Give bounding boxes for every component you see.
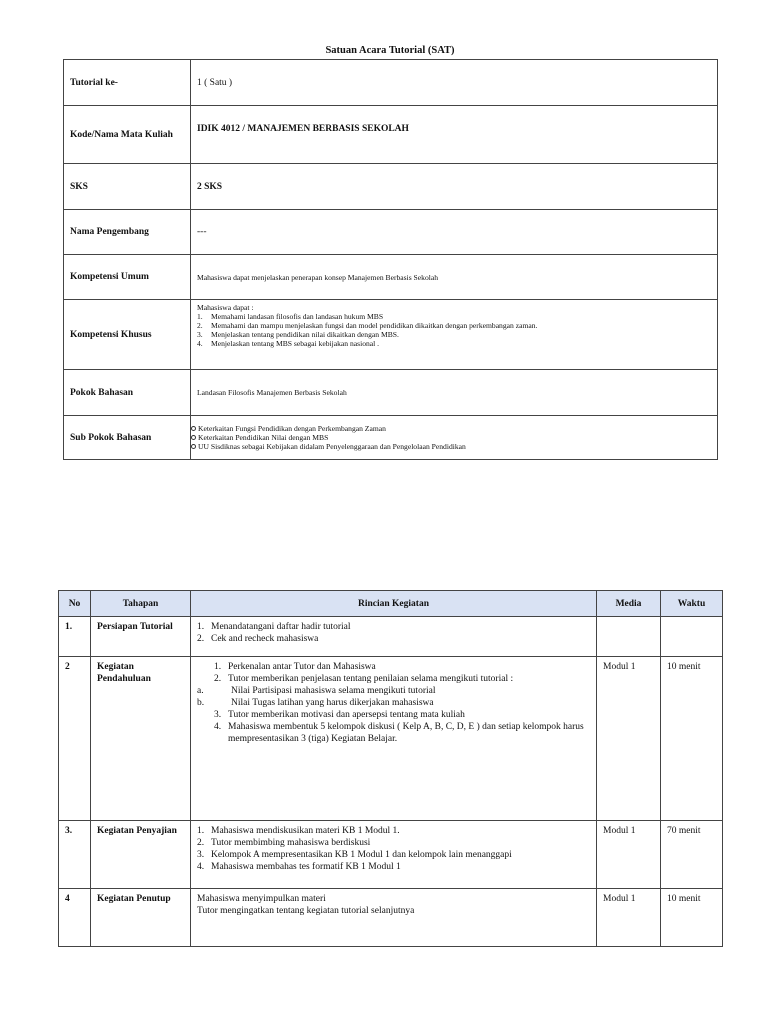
row-waktu: 10 menit [661,889,723,947]
list-item: a. Nilai Partisipasi mahasiswa selama mengikuti tutorial [197,686,436,696]
sub-pokok-bahasan-cell [191,416,718,460]
list-item: Keterkaitan Pendidikan Nilai dengan MBS [191,433,711,442]
list-item: 1. Mahasiswa mendiskusikan materi KB 1 Modul 1. [197,826,400,836]
header-tahapan: Tahapan [91,591,191,617]
row-no: 4 [59,889,91,947]
row-waktu: 10 menit [661,657,723,821]
row-rincian [191,889,597,947]
header-no: No [59,591,91,617]
pengembang-value: --- [191,210,718,255]
header-waktu: Waktu [661,591,723,617]
list-item: UU Sisdiknas sebagai Kebijakan didalam Penyelenggaraan dan Pengelolaan Pendidikan [191,442,711,451]
list-item: 1. Menandatangani daftar hadir tutorial [197,622,351,632]
pokok-bahasan-value: Landasan Filosofis Manajemen Berbasis Sekolah [191,370,718,416]
list-item: 3. Menjelaskan tentang pendidikan nilai dikaitkan dengan MBS. [197,330,399,339]
row-rincian [191,657,597,821]
list-item: 3. Tutor memberikan motivasi dan apersepsi tentang mata kuliah [214,710,465,720]
list-item: 2. Memahami dan mampu menjelaskan fungsi dan model pendidikan dikaitkan dengan perkembangan zaman. [197,321,538,330]
row-rincian [191,821,597,889]
list-item: 3. Kelompok A mempresentasikan KB 1 Modul 1 dan kelompok lain menanggapi [197,850,512,860]
kompetensi-khusus-intro: Mahasiswa dapat : [197,303,254,312]
list-item: 4. Mahasiswa membahas tes formatif KB 1 Modul 1 [197,862,401,872]
row-no: 2 [59,657,91,821]
kompetensi-khusus-list [197,312,711,348]
sat-row-sub-pokok-bahasan [64,416,718,460]
table-row [59,657,723,821]
row-no: 1. [59,617,91,657]
activity-header-row [59,591,723,617]
list-item: 2. Tutor membimbing mahasiswa berdiskusi [197,838,371,848]
tutorial-value: 1 ( Satu ) [191,60,718,106]
row-media: Modul 1 [597,657,661,821]
sat-row-kode [64,106,718,164]
sat-row-kompetensi-khusus [64,300,718,370]
sat-row-tutorial [64,60,718,106]
list-item: 2. Tutor memberikan penjelasan tentang penilaian selama mengikuti tutorial : [214,674,514,684]
bullet-icon [191,444,196,449]
sat-row-pokok-bahasan [64,370,718,416]
rincian-line: Tutor mengingatkan tentang kegiatan tutorial selanjutnya [197,906,415,916]
row-media: Modul 1 [597,889,661,947]
kompetensi-khusus-cell [191,300,718,370]
list-item: 2. Cek and recheck mahasiswa [197,634,319,644]
document-title: Satuan Acara Tutorial (SAT) [325,45,455,56]
header-rincian: Rincian Kegiatan [191,591,597,617]
row-tahapan: Kegiatan Penyajian [91,821,191,889]
row-media [597,617,661,657]
list-item: 4. Menjelaskan tentang MBS sebagai kebijakan nasional . [197,339,380,348]
tutorial-label: Tutorial ke- [64,60,191,106]
sub-pokok-bahasan-label: Sub Pokok Bahasan [64,416,191,460]
row-rincian [191,617,597,657]
sat-row-kompetensi-umum [64,255,718,300]
list-item: b. Nilai Tugas latihan yang harus dikerjakan mahasiswa [197,698,434,708]
row-waktu [661,617,723,657]
row-tahapan: Kegiatan Pendahuluan [91,657,191,821]
rincian-list [197,825,590,873]
activity-table [58,590,723,947]
header-media: Media [597,591,661,617]
list-item: Keterkaitan Fungsi Pendidikan dengan Perkembangan Zaman [191,424,711,433]
list-item: 1. Perkenalan antar Tutor dan Mahasiswa [214,662,376,672]
kode-label: Kode/Nama Mata Kuliah [64,106,191,164]
kompetensi-khusus-label: Kompetensi Khusus [64,300,191,370]
sat-table [63,59,718,460]
pengembang-label: Nama Pengembang [64,210,191,255]
sat-row-pengembang [64,210,718,255]
kode-value: IDIK 4012 / MANAJEMEN BERBASIS SEKOLAH [191,106,718,164]
row-no: 3. [59,821,91,889]
row-media: Modul 1 [597,821,661,889]
kompetensi-umum-label: Kompetensi Umum [64,255,191,300]
pokok-bahasan-label: Pokok Bahasan [64,370,191,416]
bullet-icon [191,426,196,431]
sub-pokok-bahasan-list [191,424,711,451]
table-row [59,617,723,657]
list-item: 1. Memahami landasan filosofis dan landasan hukum MBS [197,312,384,321]
row-tahapan: Persiapan Tutorial [91,617,191,657]
rincian-line: Mahasiswa menyimpulkan materi [197,894,326,904]
bullet-icon [191,435,196,440]
kompetensi-umum-value: Mahasiswa dapat menjelaskan penerapan konsep Manajemen Berbasis Sekolah [191,255,718,300]
row-tahapan: Kegiatan Penutup [91,889,191,947]
row-waktu: 70 menit [661,821,723,889]
table-row [59,889,723,947]
sat-row-sks [64,164,718,210]
rincian-list [197,661,590,745]
list-item: 4. Mahasiswa membentuk 5 kelompok diskusi ( Kelp A, B, C, D, E ) dan setiap kelompok harus mempresentasikan 3 (tiga) Kegiatan Belajar. [214,722,584,744]
rincian-list [197,621,590,645]
sks-value: 2 SKS [191,164,718,210]
sks-label: SKS [64,164,191,210]
table-row [59,821,723,889]
